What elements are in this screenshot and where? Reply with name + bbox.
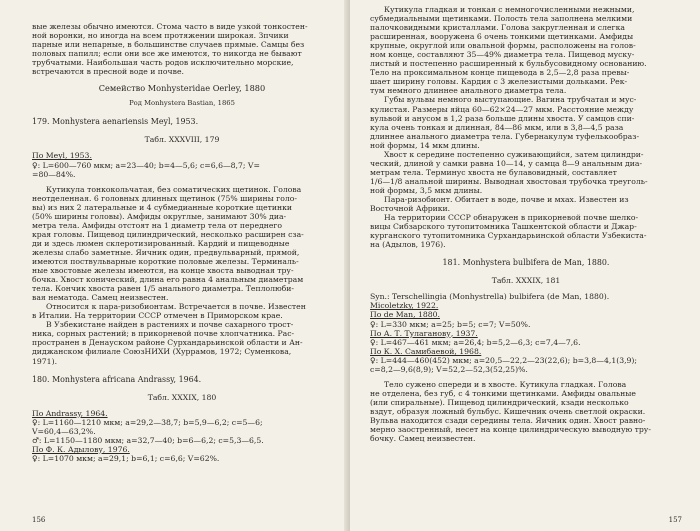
text-line: субмедиальными щетинками. Полость тела заполнена мелкими	[370, 14, 633, 24]
text-line: (или спиральные). Пищевод цилиндрический, кзади несколько	[370, 397, 629, 407]
left-page	[0, 0, 348, 531]
text-line: не отделена, без губ, с 4 тонкими щетинками. Амфиды овальные	[370, 388, 636, 398]
text-line: ♀: L=1070 мкм; a=29,1; b=6,1; c=6,6; V=62%.	[32, 453, 220, 463]
text-line: вая нематода. Самец неизвестен.	[32, 293, 169, 303]
species-heading-181: 181. Monhystera bulbifera de Man, 1880.	[442, 258, 610, 268]
text-line: листый и постепенно расширенный к бульбусовидному основанию.	[370, 59, 647, 69]
text-line: тела. Кончик хвоста равен 1/5 анального диаметра. Теплолюби-	[32, 284, 295, 294]
text-line: кула очень тонкая и длинная, 84—86 мкм, или в 3,8—4,5 раза	[370, 122, 624, 132]
text-line: =80—84%.	[32, 169, 76, 179]
text-line: кулистая. Размеры яйца 60—62×24—27 мкм. Расстояние между	[370, 104, 634, 114]
text-line: Хвост к середине постепенно суживающийся, затем цилиндри-	[384, 149, 644, 159]
text-line: неотделенная. 6 головных длинных щетинок (75% ширины голо-	[32, 193, 297, 203]
text-line: вы) из них 2 латеральные и 4 субмедианные короткие щетинки	[32, 202, 293, 212]
text-line: ♀: L=444—460(452) мкм; a=20,5—22,2—23(22,6); b=3,8—4,1(3,9);	[370, 355, 638, 365]
table-ref-180: Табл. XXXIX, 180	[147, 392, 217, 402]
text-line: курганского тутопитомника Сурхандарьинской области Узбекиста-	[370, 231, 647, 241]
page-number: 156	[32, 515, 46, 524]
table-ref-179: Табл. XXXVIII, 179	[144, 135, 220, 145]
species-heading-179: 179. Monhystera aenariensis Meyl, 1953.	[32, 117, 199, 127]
text-line: бочку. Самец неизвестен.	[370, 434, 476, 444]
text-line: V=60,4—63,2%.	[32, 426, 96, 436]
text-line: Micoletzky, 1922.	[370, 301, 439, 311]
text-line: длиннее анального диаметра тела. Губернакулум туфелькообраз-	[370, 131, 640, 141]
text-line: Syn.: Terschellingia (Monhystrella) bulbifera (de Man, 1880).	[370, 292, 610, 302]
text-line: Тело сужено спереди и в хвосте. Кутикула гладкая. Голова	[384, 379, 627, 389]
text-line: ной формы, 3,5 мкм длины.	[370, 185, 483, 195]
text-line: пространен в Денауском районе Сурхандарьинской области и Ан-	[32, 338, 303, 348]
text-line: По Meyl, 1953.	[32, 151, 92, 161]
text-line: на (Адылов, 1976).	[370, 240, 446, 250]
text-line: имеются поствульварные короткие половые железы. Терминаль-	[32, 256, 299, 266]
text-line: Тело на проксимальном конце пищевода в 2,5—2,8 раза превы-	[370, 68, 630, 78]
text-line: Губы вульвы немного выступающие. Вагина трубчатая и мус-	[384, 95, 637, 105]
text-line: ♀: L=600—760 мкм; a=23—40; b=4—5,6; c=6,6—8,7; V=	[32, 160, 260, 170]
text-line: мерно заостренный, несет на конце цилиндрическую выводную тру-	[370, 425, 651, 435]
text-line: тум немного длиннее анального диаметра тела.	[370, 86, 567, 96]
table-ref-181: Табл. XXXIX, 181	[491, 276, 561, 286]
text-line: 1971).	[32, 356, 58, 366]
intro-paragraph	[32, 22, 332, 76]
species-heading-180: 180. Monhystera africana Andrassy, 1964.	[32, 374, 202, 384]
genus-heading: Род Monhystera Bastian, 1865	[129, 99, 235, 108]
distribution-179	[32, 302, 332, 365]
text-line: вздут, образуя ложный бульбус. Кишечник очень светлой окраски.	[370, 406, 646, 416]
text-line: вые железы обычно имеются. Стома часто в виде узкой тонкостен-	[32, 22, 308, 31]
text-line: По Andrassy, 1964.	[32, 408, 108, 418]
text-line: вульвой и анусом в 1,2 раза больше длины хвоста. У самцов спи-	[370, 113, 635, 123]
description-179	[32, 185, 332, 303]
text-line: По А. Т. Тулаганову, 1937.	[370, 328, 478, 338]
text-line: По de Man, 1880.	[370, 310, 440, 320]
text-line: Вульва находится сзади середины тела. Яичник один. Хвост равно-	[370, 415, 646, 425]
text-line: ной воронки, но иногда на всем протяжении широкая. Зпчики	[32, 31, 289, 41]
text-line: края головы. Пищевод цилиндрический, несколько расширен сза-	[32, 229, 304, 239]
text-line: ди и здесь люмен склеротизированный. Кардий и пищеводные	[32, 238, 290, 248]
text-line: ческий, длиной у самки равна 10—14, у самца 8—9 анальным диа-	[370, 158, 643, 168]
text-line: железы слабо заметные. Яичник один, предвульварный, прямой,	[32, 247, 300, 257]
measurements-181	[370, 292, 682, 373]
text-line: ном конце, составляют 35—49% диаметра тела. Пищевод муску-	[370, 50, 635, 60]
text-line: крупные, округлой или овальной формы, расположены на голов-	[370, 41, 636, 51]
text-line: половых папилл; если они все же имеются, то никогда не бывают	[32, 49, 302, 59]
text-line: вицы Сибзарского тутопитомника Ташкентской области и Джар-	[370, 222, 637, 232]
text-line: ♀: L=467—461 мкм; a=26,4; b=5,2—6,3; c=7,4—7,6.	[370, 337, 581, 347]
text-line: ной формы, 14 мкм длины.	[370, 140, 480, 150]
text-line: (50% ширины головы). Амфиды округлые, занимают 30% диа-	[32, 211, 287, 221]
right-page	[350, 0, 700, 531]
text-line: встречаются в пресной воде и почве.	[32, 67, 184, 77]
text-line: c=8,2—9,6(8,9); V=52,2—52,3(52,25)%.	[370, 364, 528, 374]
text-line: ♂: L=1150—1180 мкм; a=32,7—40; b=6—6,2; c=5,3—6,5.	[32, 435, 264, 445]
measurements-180	[32, 409, 332, 463]
text-line: парные или непарные, в большинстве случаев прямые. Самцы без	[32, 40, 305, 50]
text-line: Кутикула гладкая и тонкая с немногочисленными нежными,	[384, 5, 635, 14]
text-line: ника, сорных растений; в прикорневой почве хлопчатника. Рас-	[32, 329, 295, 339]
text-line: метра тела. Амфиды отстоят на 1 диаметр тела от переднего	[32, 220, 283, 230]
text-line: расширенная, вооружена 6 очень тонкими щетинками. Амфиды	[370, 32, 634, 42]
description-181	[370, 380, 682, 443]
text-line: На территории СССР обнаружен в прикорневой почве шелко-	[384, 213, 639, 223]
text-line: диджанском филиале СоюзНИХИ (Хуррамов, 1972; Суменкова,	[32, 347, 292, 357]
text-line: Пара-ризобионт. Обитает в воде, почве и мхах. Известен из	[384, 194, 629, 204]
text-line: Кутикула тонкокольчатая, без соматических щетинок. Голова	[46, 184, 302, 194]
measurements-179	[32, 151, 332, 178]
text-line: Восточной Африки.	[370, 204, 451, 214]
text-line: По К. Х. Самибаевой, 1968.	[370, 346, 482, 356]
text-line: ♀: L=330 мкм; a=25; b=5; c=7; V=50%.	[370, 319, 531, 329]
text-line: бочка. Хвост конический, длина его равна 4 анальным диаметрам	[32, 275, 304, 285]
description-180	[370, 5, 682, 195]
text-line: метрам тела. Терминус хвоста не булавовидный, составляет	[370, 167, 617, 177]
distribution-180	[370, 195, 682, 249]
text-line: Относится к пара-ризобионтам. Встречается в почве. Известен	[46, 302, 306, 312]
family-heading: Семейство Monhysteridae Oerley, 1880	[98, 83, 266, 94]
page-number: 157	[668, 515, 682, 524]
text-line: палочковидными кристаллами. Голова закругленная и слегка	[370, 23, 625, 33]
text-line: ные хвостовые железы имеются, на конце хвоста выводная тру-	[32, 266, 294, 276]
text-line: в Италии. На территории СССР отмечен в Приморском крае.	[32, 311, 283, 321]
text-line: В Узбекистане найден в растениях и почве сахарного трост-	[46, 320, 294, 330]
text-line: 1/6—1/8 анальной ширины. Выводная хвостовая трубочка треуголь-	[370, 176, 648, 186]
text-line: По Ф. К. Адылову, 1976.	[32, 444, 130, 454]
text-line: шает ширину головы. Кардия с 3 железистыми дольками. Рек-	[370, 77, 628, 87]
text-line: трубчатыми. Наибольшая часть родов исключительно морские,	[32, 58, 294, 68]
text-line: ♀: L=1160—1210 мкм; a=29,2—38,7; b=5,9—6,2; c=5—6;	[32, 417, 263, 427]
